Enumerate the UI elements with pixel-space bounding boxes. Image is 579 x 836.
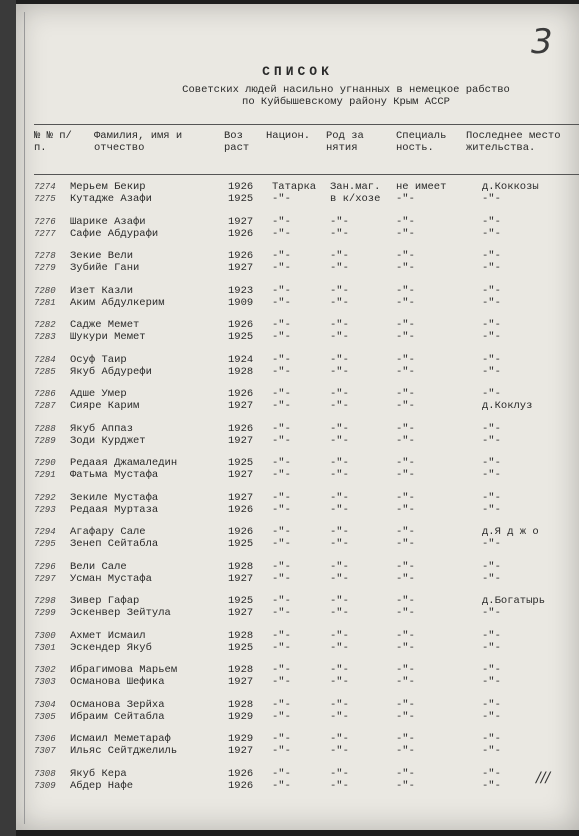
row-name: Вели Сале: [70, 560, 127, 573]
row-name: Ильяс Сейтджелиль: [70, 745, 178, 757]
row-year: 1926: [228, 526, 254, 538]
row-residence: -"-: [482, 779, 501, 792]
row-year: 1926: [228, 503, 254, 516]
row-speciality: -"-: [396, 284, 415, 297]
row-id: 7285: [34, 366, 56, 377]
row-speciality: -"-: [396, 331, 415, 343]
row-occupation: -"-: [330, 526, 349, 538]
row-name: Изет Казли: [70, 284, 134, 297]
row-residence: -"-: [482, 215, 501, 228]
row-nationality: -"-: [272, 388, 291, 400]
row-id: 7291: [34, 470, 56, 480]
row-speciality: -"-: [396, 491, 415, 504]
row-occupation: Зан.маг.: [330, 181, 381, 193]
row-id: 7297: [34, 573, 56, 584]
row-name: Эскендер Якуб: [70, 641, 152, 654]
row-occupation: -"-: [330, 779, 349, 792]
row-year: 1926: [228, 779, 254, 792]
row-speciality: -"-: [396, 767, 415, 780]
row-occupation: в к/хозе: [330, 193, 381, 205]
row-id: 7309: [34, 780, 56, 791]
row-occupation: -"-: [330, 538, 349, 550]
row-occupation: -"-: [330, 365, 349, 378]
row-name: Аким Абдулкерим: [70, 296, 165, 309]
row-name: Абдер Нафе: [70, 779, 134, 792]
row-nationality: -"-: [272, 491, 291, 504]
row-occupation: -"-: [330, 733, 349, 745]
row-speciality: -"-: [396, 595, 415, 607]
row-id: 7304: [34, 699, 56, 710]
row-speciality: -"-: [396, 469, 415, 481]
row-occupation: -"-: [330, 503, 349, 516]
row-nationality: -"-: [272, 503, 291, 516]
row-speciality: -"-: [396, 664, 415, 676]
row-id: 7290: [34, 458, 56, 468]
header-age: Воз раст: [224, 130, 250, 154]
row-nationality: -"-: [272, 284, 291, 297]
row-year: 1926: [228, 250, 254, 262]
row-occupation: -"-: [330, 262, 349, 274]
row-year: 1926: [228, 388, 254, 400]
row-id: 7292: [34, 492, 56, 503]
row-residence: -"-: [482, 698, 501, 711]
row-id: 7283: [34, 332, 56, 342]
row-speciality: не имеет: [396, 181, 447, 193]
row-occupation: -"-: [330, 641, 349, 654]
table-row: [34, 296, 579, 312]
row-residence: -"-: [482, 388, 501, 400]
row-year: 1927: [228, 400, 254, 412]
row-speciality: -"-: [396, 676, 415, 688]
row-name: Шукури Мемет: [70, 331, 146, 343]
table-row: [34, 399, 579, 415]
row-year: 1927: [228, 491, 254, 504]
row-id: 7306: [34, 734, 56, 744]
row-residence: -"-: [482, 676, 501, 688]
row-name: Шарике Азафи: [70, 215, 146, 228]
row-year: 1928: [228, 560, 254, 573]
row-id: 7279: [34, 263, 56, 273]
row-name: Агафару Сале: [70, 526, 146, 538]
table-row: [34, 330, 579, 346]
row-residence: -"-: [482, 250, 501, 262]
row-year: 1926: [228, 227, 254, 240]
row-name: Фатьма Мустафа: [70, 469, 159, 481]
row-nationality: -"-: [272, 365, 291, 378]
row-id: 7288: [34, 423, 56, 434]
row-year: 1926: [228, 181, 254, 193]
row-speciality: -"-: [396, 629, 415, 642]
row-occupation: -"-: [330, 607, 349, 619]
row-occupation: -"-: [330, 745, 349, 757]
footer-mark: ///: [536, 770, 551, 786]
row-nationality: -"-: [272, 572, 291, 585]
row-occupation: -"-: [330, 284, 349, 297]
row-nationality: -"-: [272, 745, 291, 757]
row-name: Эскенвер Зейтула: [70, 607, 171, 619]
row-speciality: -"-: [396, 745, 415, 757]
row-speciality: -"-: [396, 733, 415, 745]
row-occupation: -"-: [330, 676, 349, 688]
row-occupation: -"-: [330, 296, 349, 309]
row-name: Исмаил Меметараф: [70, 733, 171, 745]
row-residence: -"-: [482, 767, 501, 780]
row-residence: д.Коклуз: [482, 400, 533, 412]
row-speciality: -"-: [396, 572, 415, 585]
row-name: Зенеп Сейтабла: [70, 538, 159, 550]
row-speciality: -"-: [396, 227, 415, 240]
table-header-rule: [34, 174, 579, 175]
row-id: 7299: [34, 608, 56, 618]
subtitle-line-2: по Куйбышевскому району Крым АССР: [242, 96, 450, 108]
row-nationality: -"-: [272, 560, 291, 573]
row-year: 1925: [228, 641, 254, 654]
row-speciality: -"-: [396, 296, 415, 309]
row-occupation: -"-: [330, 710, 349, 723]
row-year: 1928: [228, 698, 254, 711]
row-occupation: -"-: [330, 664, 349, 676]
row-id: 7300: [34, 630, 56, 641]
row-residence: -"-: [482, 331, 501, 343]
header-last-residence: Последнее место жительства.: [466, 130, 561, 154]
table-row: [34, 468, 579, 484]
row-nationality: -"-: [272, 469, 291, 481]
row-residence: -"-: [482, 284, 501, 297]
row-year: 1929: [228, 733, 254, 745]
row-occupation: -"-: [330, 215, 349, 228]
row-year: 1926: [228, 422, 254, 435]
row-year: 1924: [228, 353, 254, 366]
table-row: [34, 227, 579, 243]
row-year: 1928: [228, 365, 254, 378]
row-residence: -"-: [482, 469, 501, 481]
row-occupation: -"-: [330, 457, 349, 469]
row-nationality: -"-: [272, 319, 291, 331]
row-residence: -"-: [482, 434, 501, 447]
row-id: 7298: [34, 596, 56, 606]
table-row: [34, 779, 579, 795]
row-speciality: -"-: [396, 365, 415, 378]
row-occupation: -"-: [330, 572, 349, 585]
row-id: 7289: [34, 435, 56, 446]
row-occupation: -"-: [330, 422, 349, 435]
row-occupation: -"-: [330, 629, 349, 642]
row-id: 7282: [34, 320, 56, 330]
row-speciality: -"-: [396, 560, 415, 573]
row-nationality: -"-: [272, 457, 291, 469]
row-residence: -"-: [482, 629, 501, 642]
row-name: Ибрагимова Марьем: [70, 664, 178, 676]
row-residence: -"-: [482, 193, 501, 205]
row-year: 1927: [228, 572, 254, 585]
row-nationality: -"-: [272, 641, 291, 654]
row-speciality: -"-: [396, 353, 415, 366]
row-year: 1929: [228, 710, 254, 723]
row-speciality: -"-: [396, 779, 415, 792]
row-occupation: -"-: [330, 767, 349, 780]
row-name: Редаая Джамаледин: [70, 457, 178, 469]
row-residence: -"-: [482, 745, 501, 757]
row-id: 7276: [34, 216, 56, 227]
row-nationality: -"-: [272, 733, 291, 745]
row-residence: д.Я д ж о: [482, 526, 539, 538]
row-name: Осуф Таир: [70, 353, 127, 366]
row-id: 7307: [34, 746, 56, 756]
row-residence: -"-: [482, 365, 501, 378]
row-name: Османова Шефика: [70, 676, 165, 688]
row-residence: д.Богатырь: [482, 595, 546, 607]
row-speciality: -"-: [396, 538, 415, 550]
header-num: № № п/п.: [34, 130, 72, 154]
row-speciality: -"-: [396, 457, 415, 469]
document-subtitle: [136, 84, 556, 108]
row-id: 7293: [34, 504, 56, 515]
row-residence: -"-: [482, 491, 501, 504]
row-id: 7281: [34, 297, 56, 308]
row-nationality: -"-: [272, 353, 291, 366]
row-occupation: -"-: [330, 560, 349, 573]
row-speciality: -"-: [396, 400, 415, 412]
header-name: Фамилия, имя и отчество: [94, 130, 183, 154]
row-year: 1925: [228, 193, 254, 205]
table-row: [34, 434, 579, 450]
table-row: [34, 710, 579, 726]
row-name: Мерьем Бекир: [70, 181, 146, 193]
row-id: 7295: [34, 539, 56, 549]
row-occupation: -"-: [330, 491, 349, 504]
row-id: 7303: [34, 677, 56, 687]
row-residence: -"-: [482, 262, 501, 274]
row-year: 1926: [228, 319, 254, 331]
row-id: 7286: [34, 389, 56, 399]
row-year: 1928: [228, 629, 254, 642]
row-year: 1909: [228, 296, 254, 309]
row-nationality: -"-: [272, 538, 291, 550]
row-speciality: -"-: [396, 250, 415, 262]
row-residence: -"-: [482, 560, 501, 573]
row-occupation: -"-: [330, 698, 349, 711]
row-nationality: -"-: [272, 767, 291, 780]
row-name: Кутадже Азафи: [70, 193, 152, 205]
row-speciality: -"-: [396, 422, 415, 435]
row-residence: -"-: [482, 296, 501, 309]
row-speciality: -"-: [396, 434, 415, 447]
table-row: [34, 675, 579, 691]
row-speciality: -"-: [396, 215, 415, 228]
row-year: 1923: [228, 284, 254, 297]
row-name: Якуб Кера: [70, 767, 127, 780]
row-name: Зоди Курджет: [70, 434, 146, 447]
row-nationality: Татарка: [272, 181, 317, 193]
row-speciality: -"-: [396, 698, 415, 711]
row-speciality: -"-: [396, 607, 415, 619]
row-residence: -"-: [482, 319, 501, 331]
row-nationality: -"-: [272, 215, 291, 228]
row-speciality: -"-: [396, 193, 415, 205]
row-year: 1925: [228, 457, 254, 469]
row-occupation: -"-: [330, 331, 349, 343]
row-nationality: -"-: [272, 400, 291, 412]
handwritten-page-number: 3: [531, 22, 553, 62]
table-row: [34, 744, 579, 760]
row-speciality: -"-: [396, 388, 415, 400]
row-year: 1927: [228, 434, 254, 447]
row-year: 1927: [228, 607, 254, 619]
row-residence: -"-: [482, 733, 501, 745]
row-residence: -"-: [482, 503, 501, 516]
row-id: 7308: [34, 768, 56, 779]
row-residence: -"-: [482, 227, 501, 240]
row-name: Якуб Абдурефи: [70, 365, 152, 378]
row-occupation: -"-: [330, 434, 349, 447]
row-id: 7274: [34, 182, 56, 192]
page-fold-line: [24, 12, 25, 824]
document-page: [16, 4, 579, 830]
table-row: [34, 537, 579, 553]
row-residence: -"-: [482, 422, 501, 435]
subtitle-line-1: Советских людей насильно угнанных в немецкое рабство: [182, 84, 510, 96]
row-residence: -"-: [482, 457, 501, 469]
row-id: 7275: [34, 194, 56, 204]
table-row: [34, 503, 579, 519]
row-year: 1927: [228, 745, 254, 757]
table-row: [34, 606, 579, 622]
row-nationality: -"-: [272, 710, 291, 723]
row-id: 7287: [34, 401, 56, 411]
table-row: [34, 192, 579, 208]
row-occupation: -"-: [330, 353, 349, 366]
row-nationality: -"-: [272, 676, 291, 688]
table-row: [34, 572, 579, 588]
row-id: 7284: [34, 354, 56, 365]
row-year: 1927: [228, 676, 254, 688]
row-nationality: -"-: [272, 193, 291, 205]
row-nationality: -"-: [272, 664, 291, 676]
table-row: [34, 365, 579, 381]
row-residence: -"-: [482, 664, 501, 676]
row-speciality: -"-: [396, 526, 415, 538]
document-title: СПИСОК: [262, 64, 333, 79]
row-nationality: -"-: [272, 779, 291, 792]
row-name: Адше Умер: [70, 388, 127, 400]
row-speciality: -"-: [396, 641, 415, 654]
row-name: Ибраим Сейтабла: [70, 710, 165, 723]
row-nationality: -"-: [272, 296, 291, 309]
row-nationality: -"-: [272, 227, 291, 240]
row-nationality: -"-: [272, 607, 291, 619]
row-nationality: -"-: [272, 434, 291, 447]
row-name: Зекиле Мустафа: [70, 491, 159, 504]
row-id: 7278: [34, 251, 56, 261]
row-name: Зивер Гафар: [70, 595, 140, 607]
table-row: [34, 261, 579, 277]
row-residence: -"-: [482, 353, 501, 366]
row-year: 1925: [228, 538, 254, 550]
row-id: 7302: [34, 665, 56, 675]
row-nationality: -"-: [272, 629, 291, 642]
row-occupation: -"-: [330, 469, 349, 481]
row-year: 1927: [228, 262, 254, 274]
header-occupation: Род за нятия: [326, 130, 364, 154]
row-name: Садже Мемет: [70, 319, 140, 331]
row-residence: -"-: [482, 710, 501, 723]
table-header: [34, 130, 579, 178]
row-year: 1927: [228, 469, 254, 481]
row-residence: -"-: [482, 607, 501, 619]
row-year: 1928: [228, 664, 254, 676]
row-year: 1925: [228, 331, 254, 343]
row-occupation: -"-: [330, 250, 349, 262]
row-name: Ахмет Исмаил: [70, 629, 146, 642]
row-id: 7277: [34, 228, 56, 239]
viewer-left-edge: [0, 0, 16, 836]
row-name: Сафие Абдурафи: [70, 227, 159, 240]
row-name: Зубийе Гани: [70, 262, 140, 274]
row-nationality: -"-: [272, 250, 291, 262]
row-residence: -"-: [482, 538, 501, 550]
row-occupation: -"-: [330, 388, 349, 400]
row-id: 7301: [34, 642, 56, 653]
row-year: 1926: [228, 767, 254, 780]
row-speciality: -"-: [396, 262, 415, 274]
row-name: Усман Мустафа: [70, 572, 152, 585]
row-speciality: -"-: [396, 503, 415, 516]
table-row: [34, 641, 579, 657]
row-occupation: -"-: [330, 319, 349, 331]
row-nationality: -"-: [272, 331, 291, 343]
row-nationality: -"-: [272, 262, 291, 274]
header-nationality: Национ.: [266, 130, 311, 142]
header-speciality: Специаль ность.: [396, 130, 447, 154]
row-occupation: -"-: [330, 400, 349, 412]
row-name: Сияре Карим: [70, 400, 140, 412]
row-id: 7294: [34, 527, 56, 537]
row-nationality: -"-: [272, 422, 291, 435]
table-top-rule: [34, 124, 579, 125]
row-name: Якуб Аппаз: [70, 422, 134, 435]
row-nationality: -"-: [272, 698, 291, 711]
row-name: Редаая Муртаза: [70, 503, 159, 516]
row-residence: -"-: [482, 572, 501, 585]
row-year: 1927: [228, 215, 254, 228]
row-occupation: -"-: [330, 227, 349, 240]
row-year: 1925: [228, 595, 254, 607]
row-occupation: -"-: [330, 595, 349, 607]
row-speciality: -"-: [396, 319, 415, 331]
row-nationality: -"-: [272, 526, 291, 538]
row-id: 7305: [34, 711, 56, 722]
row-residence: д.Коккозы: [482, 181, 539, 193]
row-id: 7296: [34, 561, 56, 572]
row-name: Османова Зерйха: [70, 698, 165, 711]
row-residence: -"-: [482, 641, 501, 654]
row-id: 7280: [34, 285, 56, 296]
row-speciality: -"-: [396, 710, 415, 723]
row-nationality: -"-: [272, 595, 291, 607]
row-name: Зекие Вели: [70, 250, 134, 262]
